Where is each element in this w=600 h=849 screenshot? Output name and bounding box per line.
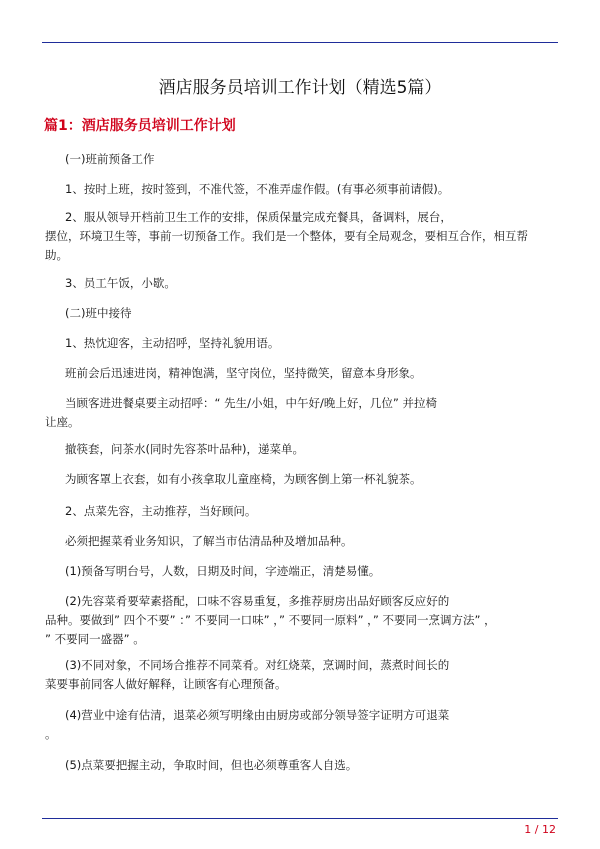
paragraph-line: 助。 xyxy=(45,248,68,262)
section-heading: 篇1：酒店服务员培训工作计划 xyxy=(44,118,236,134)
paragraph-line: 撤筷套，问茶水(同时先容茶叶品种)，递菜单。 xyxy=(65,442,304,456)
paragraph-line: 品种。要做到” 四个不要” ：” 不要同一口味” ，” 不要同一原料” ，” 不要同一烹调方法” ， xyxy=(45,613,496,627)
paragraph-line: 班前会后迅速进岗，精神饱满，坚守岗位，坚持微笑，留意本身形象。 xyxy=(65,366,422,380)
paragraph-1 xyxy=(45,150,559,169)
paragraph-line: (5)点菜要把握主动，争取时间，但也必须尊重客人自选。 xyxy=(65,758,358,772)
paragraph-line: 2、点菜先容，主动推荐，当好顾问。 xyxy=(65,504,257,518)
paragraph-9 xyxy=(45,440,559,459)
paragraph-line: 菜要事前同客人做好解释，让顾客有心理预备。 xyxy=(45,677,287,691)
paragraph-line: (4)营业中途有估清，退菜必须写明缘由由厨房或部分领导签字证明方可退菜 xyxy=(65,708,450,722)
paragraph-line: 为顾客罩上衣套，如有小孩拿取儿童座椅，为顾客倒上第一杯礼貌茶。 xyxy=(65,472,422,486)
paragraph-6 xyxy=(45,334,559,353)
paragraph-line: 。 xyxy=(45,727,57,741)
paragraph-line: (一)班前预备工作 xyxy=(65,152,155,166)
paragraph-line: (2)先容菜肴要荤素搭配，口味不容易重复，多推荐厨房出品好顾客反应好的 xyxy=(65,594,450,608)
paragraph-line: 1、热忱迎客，主动招呼，坚持礼貌用语。 xyxy=(65,336,280,350)
page-number: 1 / 12 xyxy=(524,823,556,836)
paragraph-line: 必须把握菜肴业务知识，了解当市估清品种及增加品种。 xyxy=(65,534,353,548)
paragraph-13 xyxy=(45,562,559,581)
paragraph-11 xyxy=(45,502,559,521)
paragraph-16 xyxy=(45,706,559,744)
paragraph-17 xyxy=(45,756,559,775)
paragraph-10 xyxy=(45,470,559,489)
paragraph-line: 当顾客进进餐桌要主动招呼：“ 先生/小姐，中午好/晚上好，几位” 并拉椅 xyxy=(65,396,437,410)
paragraph-4 xyxy=(45,274,559,293)
paragraph-line: 摆位，环境卫生等，事前一切预备工作。我们是一个整体，要有全局观念，要相互合作，相互帮 xyxy=(45,229,528,243)
paragraph-line: (二)班中接待 xyxy=(65,306,132,320)
paragraph-12 xyxy=(45,532,559,551)
paragraph-2 xyxy=(45,180,559,199)
paragraph-line: (3)不同对象，不同场合推荐不同菜肴。对红烧菜，烹调时间，蒸煮时间长的 xyxy=(65,658,450,672)
paragraph-line: 1、按时上班，按时签到，不准代签，不准弄虚作假。(有事必须事前请假)。 xyxy=(65,182,450,196)
paragraph-line: ” 不要同一盛器” 。 xyxy=(45,632,145,646)
paragraph-line: 2、服从领导开档前卫生工作的安排，保质保量完成充餐具，备调料，展台， xyxy=(65,210,452,224)
document-title: 酒店服务员培训工作计划（精选5篇） xyxy=(158,78,442,98)
paragraph-7 xyxy=(45,364,559,383)
paragraph-14 xyxy=(45,592,559,649)
paragraph-line: 3、员工午饭，小歇。 xyxy=(65,276,176,290)
paragraph-line: (1)预备写明台号，人数，日期及时间，字迹端正，清楚易懂。 xyxy=(65,564,381,578)
paragraph-15 xyxy=(45,656,559,694)
paragraph-3 xyxy=(45,208,559,265)
paragraph-line: 让座。 xyxy=(45,415,80,429)
paragraph-8 xyxy=(45,394,559,432)
header-rule xyxy=(42,42,558,43)
footer-rule xyxy=(42,818,558,819)
paragraph-5 xyxy=(45,304,559,323)
